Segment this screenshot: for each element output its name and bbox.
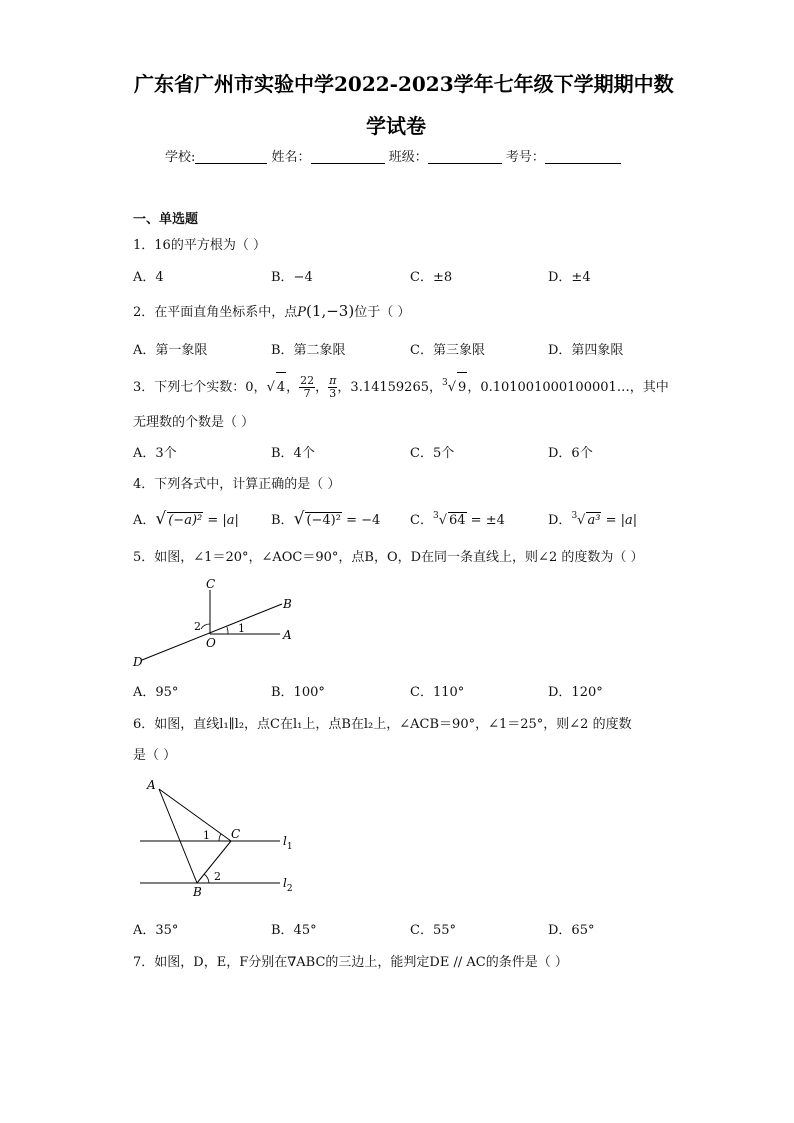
q3-option-a[interactable]: A．3个 [133, 446, 177, 461]
question-stem: 16的平方根为（ ） [154, 238, 266, 253]
sqrt-symbol: √ [438, 513, 447, 528]
question-3-line-2: 无理数的个数是（ ） [133, 415, 255, 430]
cube-root-index: 3 [432, 511, 439, 521]
q6-option-a[interactable]: A．35° [133, 923, 179, 938]
exam-no-field[interactable] [545, 149, 621, 164]
question-4 [133, 473, 340, 492]
label-angle-2: 2 [194, 620, 201, 633]
q6-option-d[interactable]: D．65° [548, 923, 595, 938]
name-label: 姓名： [271, 150, 311, 165]
q4-option-d[interactable] [548, 509, 637, 528]
label-c: C [231, 827, 241, 841]
question-5 [133, 546, 643, 565]
q5-option-d[interactable]: D．120° [548, 685, 603, 700]
question-stem: 下列各式中，计算正确的是（ ） [154, 477, 341, 492]
question-number: 2． [133, 305, 155, 320]
label-l2 [283, 876, 293, 894]
question-stem-line-1: 如图，直线l₁∥l₂，点C在l₁上，点B在l₂上，∠ACB＝90°，∠1＝25°，则∠2 的度数 [154, 717, 632, 732]
angle-2-arc [201, 624, 210, 629]
cube-root-index: 3 [442, 378, 448, 388]
angle-2-arc [204, 874, 209, 883]
label-angle-2: 2 [214, 870, 221, 883]
q4-option-a[interactable] [133, 509, 239, 529]
school-field[interactable] [195, 149, 267, 164]
q1-option-b[interactable]: B．−4 [271, 270, 313, 285]
q2-option-b[interactable]: B．第二象限 [271, 343, 346, 358]
label-o: O [206, 636, 216, 650]
series-text: ，0.101001000100001…，其中 [467, 380, 669, 395]
label-d: D [133, 655, 143, 669]
q2-option-c[interactable]: C．第三象限 [410, 343, 485, 358]
label-l1-subscript: 1 [286, 842, 293, 852]
q6-option-b[interactable]: B．45° [271, 923, 317, 938]
label-a: A [283, 628, 292, 642]
radicand: (−4)² [306, 513, 341, 528]
label-l1-letter: l [283, 834, 287, 848]
question-number: 5． [133, 550, 155, 565]
option-letter: B． [271, 513, 294, 528]
sqrt-symbol: √ [293, 509, 305, 529]
angle-1-arc [219, 834, 221, 841]
q3-option-c[interactable]: C．5个 [410, 446, 455, 461]
question-2 [133, 301, 410, 320]
question-number: 6． [133, 717, 155, 732]
class-field[interactable] [428, 149, 502, 164]
question-3: 3．下列七个实数：0，√ 4， $\frac{22}{7}$ ， $\frac{\pi}{3}$ ，3.14159265，$^3$√ 9，0.101001000100001…，其中 [133, 368, 669, 403]
q2-option-a[interactable]: A．第一象限 [133, 343, 208, 358]
question-stem-pre: 下列七个实数：0， [154, 380, 267, 395]
q4-option-b[interactable] [271, 509, 380, 529]
q1-option-d[interactable]: D．±4 [548, 270, 591, 285]
question-number: 3． [133, 380, 155, 395]
q5-option-c[interactable]: C．110° [410, 685, 465, 700]
fraction-pi-3 [328, 375, 337, 400]
radicand: 64 [448, 513, 466, 528]
student-info-row [165, 146, 621, 165]
sqrt-symbol: √ [577, 513, 586, 528]
fraction-denominator: 7 [303, 387, 311, 400]
label-b: B [283, 597, 292, 611]
question-number: 7． [133, 955, 155, 970]
sqrt-symbol: √ [155, 509, 167, 529]
class-label: 班级： [388, 150, 428, 165]
sqrt-4: 4 [276, 372, 286, 403]
cube-root-index: 3 [571, 511, 578, 521]
decimal-value: 3.14159265， [350, 380, 442, 395]
page-title-line-2: 学试卷 [366, 114, 426, 138]
question-stem-pre: 在平面直角坐标系中，点 [154, 305, 298, 320]
label-angle-1: 1 [238, 622, 245, 635]
question-stem: 如图，D，E，F分别在∇ABC的三边上，能判定DE // AC的条件是（ ） [154, 955, 568, 970]
label-l2-letter: l [283, 876, 287, 890]
question-6-line-2: 是（ ） [133, 748, 177, 763]
question-6 [133, 713, 632, 732]
question-stem-post: 位于（ ） [354, 305, 411, 320]
exam-no-label: 考号： [505, 150, 545, 165]
label-c: C [206, 577, 216, 591]
radicand: (−a)² [168, 513, 203, 528]
angle-1-arc [227, 627, 228, 634]
option-letter: A． [133, 513, 156, 528]
name-field[interactable] [311, 149, 385, 164]
q1-option-a[interactable]: A．4 [133, 270, 164, 285]
cube-root-9: 9 [457, 372, 467, 403]
option-letter: C． [410, 513, 433, 528]
sqrt-symbol: √ [266, 380, 275, 395]
q6-option-c[interactable]: C．55° [410, 923, 456, 938]
label-l1 [283, 834, 293, 852]
line-bd [142, 604, 282, 660]
option-result: = ±4 [470, 513, 505, 528]
question-7 [133, 951, 568, 970]
point-label: P [297, 305, 307, 320]
question-stem: 如图，∠1＝20°，∠AOC＝90°，点B，O，D在同一条直线上，则∠2 的度数为（ ） [154, 550, 644, 565]
q2-option-d[interactable]: D．第四象限 [548, 343, 624, 358]
q1-option-c[interactable]: C．±8 [410, 270, 453, 285]
radicand: a³ [587, 513, 601, 528]
q3-option-d[interactable]: D．6个 [548, 446, 593, 461]
q4-option-c[interactable] [410, 509, 505, 528]
question-1 [133, 234, 266, 253]
q3-option-b[interactable]: B．4个 [271, 446, 315, 461]
label-l2-subscript: 2 [286, 884, 293, 894]
option-result: = |a| [605, 513, 638, 528]
sqrt-symbol: √ [447, 380, 457, 395]
option-result: = −4 [346, 513, 381, 528]
label-angle-1: 1 [203, 829, 210, 842]
question-number: 4． [133, 477, 155, 492]
option-result: = |a| [207, 513, 239, 528]
label-b: B [193, 885, 202, 899]
label-a: A [147, 778, 156, 792]
q5-option-a[interactable]: A．95° [133, 685, 179, 700]
section-title: 一、单选题 [133, 212, 199, 227]
fraction-22-7 [299, 375, 315, 400]
question-number: 1． [133, 238, 155, 253]
page-title-line-1: 广东省广州市实验中学2022-2023学年七年级下学期期中数 [134, 72, 674, 96]
option-letter: D． [548, 513, 572, 528]
fraction-denominator: 3 [329, 387, 337, 400]
fraction-numerator: 22 [300, 374, 315, 387]
figure-q6 [135, 772, 305, 902]
q5-option-b[interactable]: B．100° [271, 685, 325, 700]
point-coords: (1,−3) [306, 302, 355, 320]
figure-q5 [130, 572, 300, 672]
school-label: 学校: [165, 150, 196, 165]
fraction-numerator: π [329, 374, 337, 387]
